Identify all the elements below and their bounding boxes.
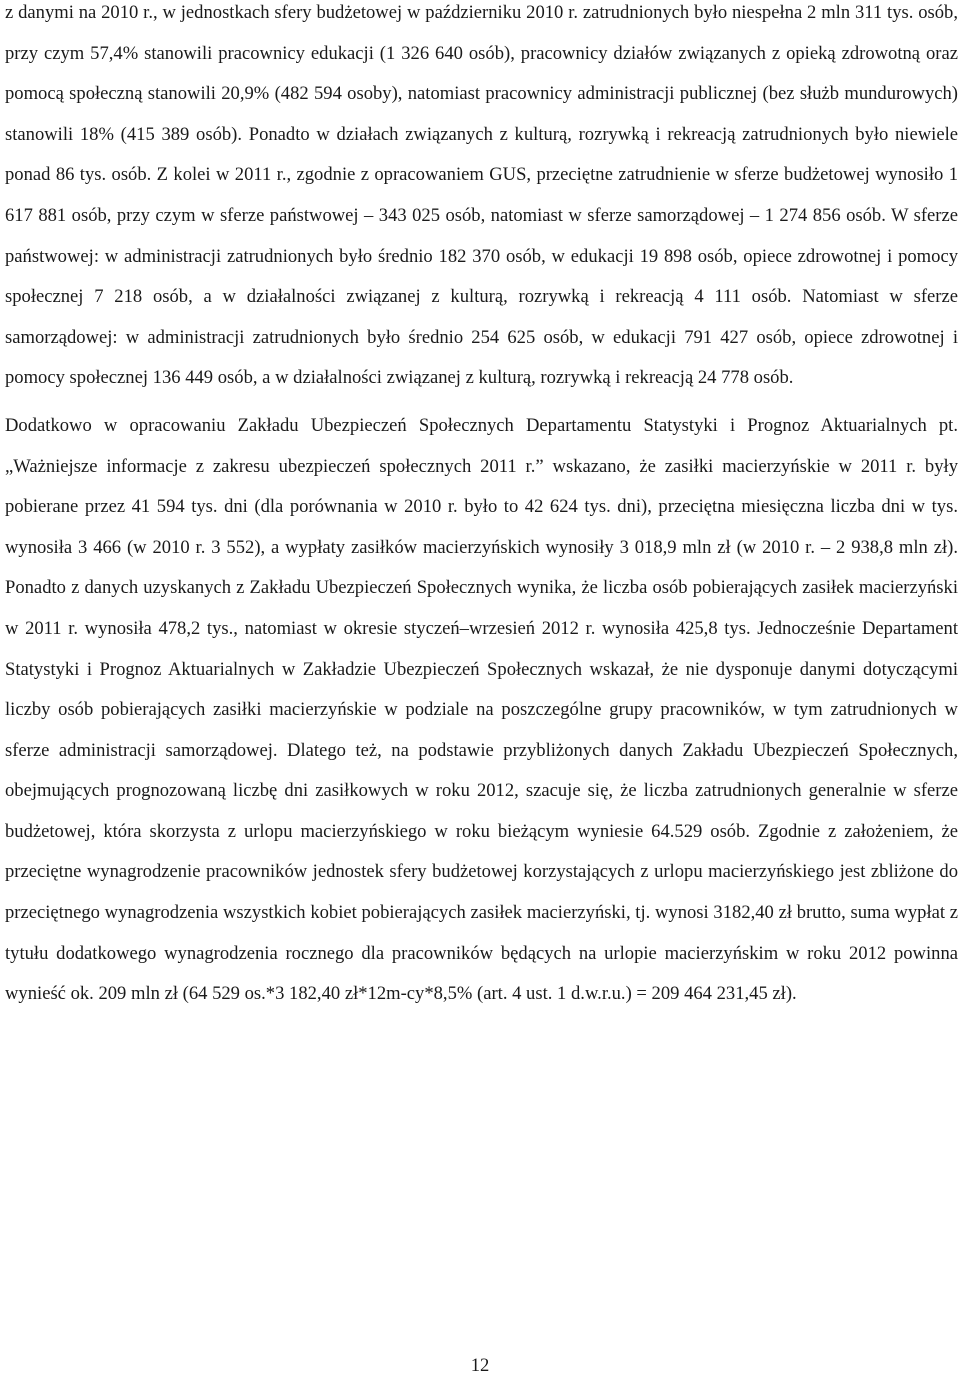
paragraph-maternity-benefits: Dodatkowo w opracowaniu Zakładu Ubezpieczeń Społecznych Departamentu Statystyki i Prognoz Aktuarialnych pt. „Ważniejsze informacje z zakresu ubezpieczeń społecznych 2011 r.” wskazano, że zasiłki macierzyńskie w 2011 r. były pobierane przez 41 594 tys. dni (dla porównania w 2010 r. było to 42 624 tys. dni), przeciętna miesięczna liczba dni w tys. wynosiła 3 466 (w 2010 r. 3 552), a wypłaty zasiłków macierzyńskich wynosiły 3 018,9 mln zł (w 2010 r. – 2 938,8 mln zł). Ponadto z danych uzyskanych z Zakładu Ubezpieczeń Społecznych wynika, że liczba osób pobierających zasiłek macierzyński w 2011 r. wynosiła 478,2 tys., natomiast w okresie styczeń–wrzesień 2012 r. wynosiła 425,8 tys. Jednocześnie Departament Statystyki i Prognoz Aktuarialnych w Zakładzie Ubezpieczeń Społecznych wskazał, że nie dysponuje danymi dotyczącymi liczby osób pobierających zasiłki macierzyńskie w podziale na poszczególne grupy pracowników, w tym zatrudnionych w sferze administracji samorządowej. Dlatego też, na podstawie przybliżonych danych Zakładu Ubezpieczeń Społecznych, obejmujących prognozowaną liczbę dni zasiłkowych w roku 2012, szacuje się, że liczba zatrudnionych generalnie w sferze budżetowej, która skorzysta z urlopu macierzyńskiego w roku bieżącym wyniesie 64.529 osób. Zgodnie z założeniem, że przeciętne wynagrodzenie pracowników jednostek sfery budżetowej korzystających z urlopu macierzyńskiego jest zbliżone do przeciętnego wynagrodzenia wszystkich kobiet pobierających zasiłek macierzyński, tj. wynosi 3182,40 zł brutto, suma wypłat z tytułu dodatkowego wynagrodzenia rocznego dla pracowników będących na urlopie macierzyńskim w roku 2012 powinna wynieść ok. 209 mln zł (64 529 os.*3 182,40 zł*12m-cy*8,5% (art. 4 ust. 1 d.w.r.u.) = 209 464 231,45 zł). (5, 414, 958, 1005)
page-number: 12 (470, 1355, 490, 1376)
paragraph-employment-statistics: z danymi na 2010 r., w jednostkach sfery budżetowej w październiku 2010 r. zatrudnionych było niespełna 2 mln 311 tys. osób, przy czym 57,4% stanowili pracownicy edukacji (1 326 640 osób), pracownicy działów związanych z opieką zdrowotną oraz pomocą społeczną stanowili 20,9% (482 594 osoby), natomiast pracownicy administracji publicznej (bez służb mundurowych) stanowili 18% (415 389 osób). Ponadto w działach związanych z kulturą, rozrywką i rekreacją zatrudnionych było niewiele ponad 86 tys. osób. Z kolei w 2011 r., zgodnie z opracowaniem GUS, przeciętne zatrudnienie w sferze budżetowej wynosiło 1 617 881 osób, przy czym w sferze państwowej – 343 025 osób, natomiast w sferze samorządowej – 1 274 856 osób. W sferze państwowej: w administracji zatrudnionych było średnio 182 370 osób, w edukacji 19 898 osób, opiece zdrowotnej i pomocy społecznej 7 218 osób, a w działalności związanej z kulturą, rozrywką i rekreacją 4 111 osób. Natomiast w sferze samorządowej: w administracji zatrudnionych było średnio 254 625 osób, w edukacji 791 427 osób, opiece zdrowotnej i pomocy społecznej 136 449 osób, a w działalności związanej z kulturą, rozrywką i rekreacją 24 778 osób. (5, 2, 958, 389)
document-body (5, 0, 958, 1015)
